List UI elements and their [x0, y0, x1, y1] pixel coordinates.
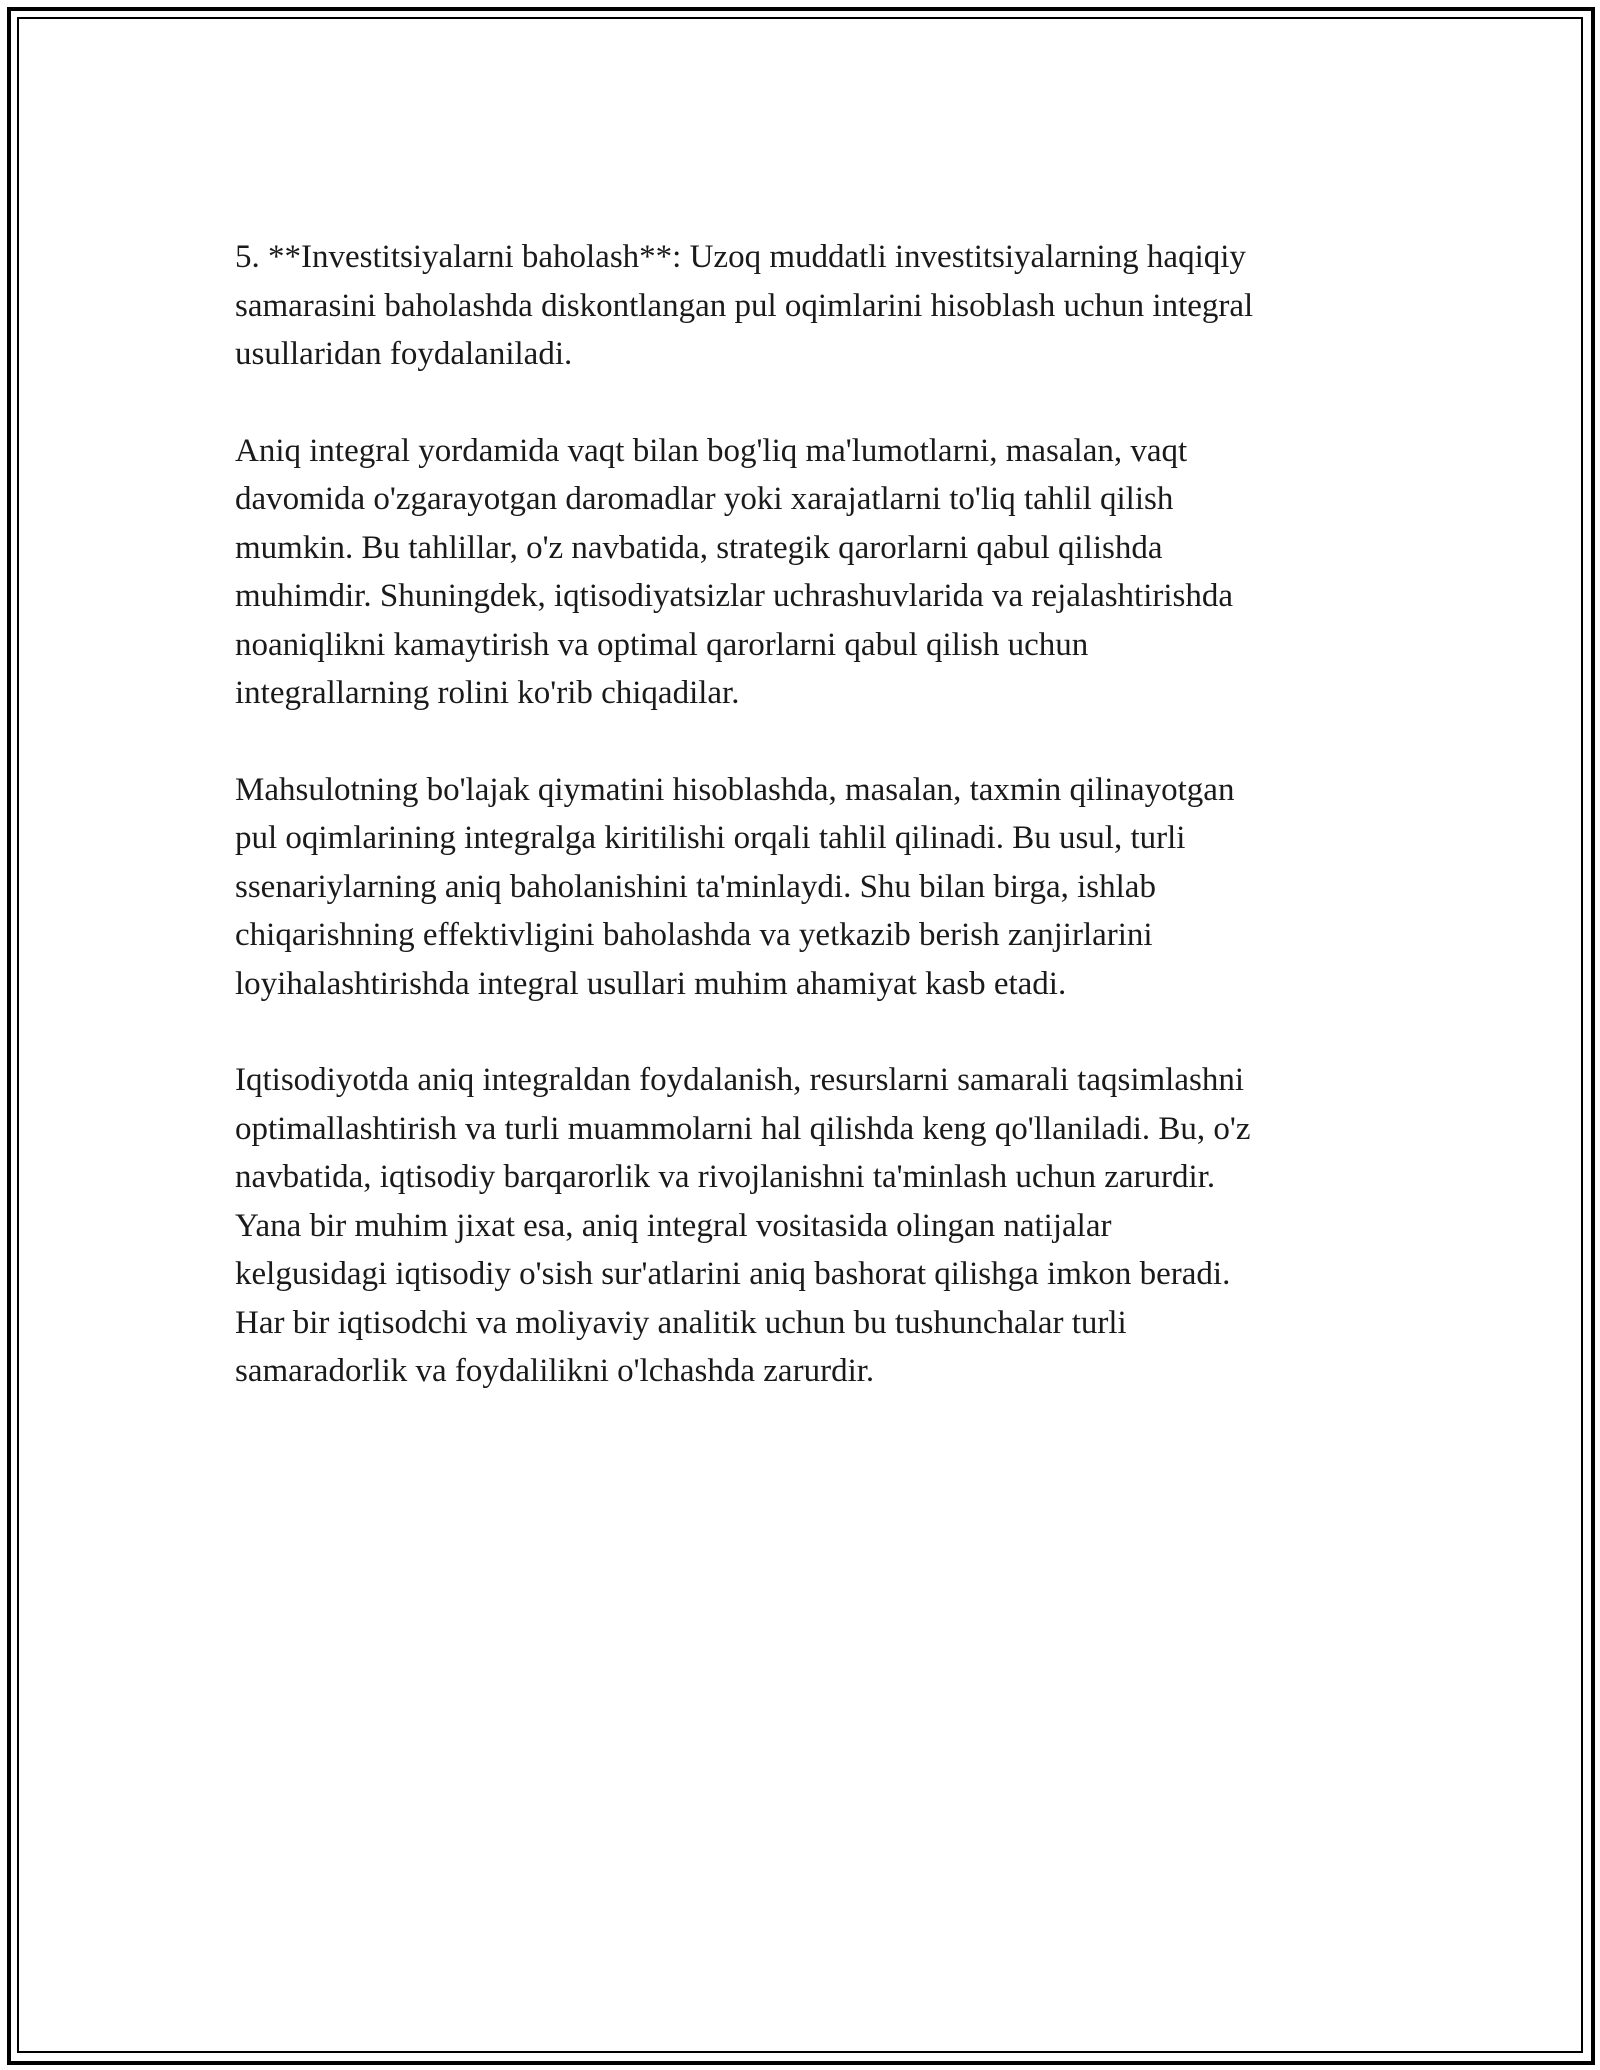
document-body: [235, 233, 1375, 1444]
paragraph-investment-valuation: 5. **Investitsiyalarni baholash**: Uzoq muddatli investitsiyalarning haqiqiy samarasini baholashda diskontlangan pul oqimlarini hisoblash uchun integral usullaridan foydalaniladi.: [235, 239, 1254, 372]
paragraph-economics-usage: Iqtisodiyotda aniq integraldan foydalanish, resurslarni samarali taqsimlashni optimallashtirish va turli muammolarni hal qilishda keng qo'llaniladi. Bu, o'z navbatida, iqtisodiy barqarorlik va rivojlanishni ta'minlash uchun zarurdir. Yana bir muhim jixat esa, aniq integral vositasida olingan natijalar kelgusidagi iqtisodiy o'sish sur'atlarini aniq bashorat qilishga imkon beradi. Har bir iqtisodchi va moliyaviy analitik uchun bu tushunchalar turli samaradorlik va foydalilikni o'lchashda zarurdir.: [235, 1062, 1251, 1389]
paragraph-future-value: Mahsulotning bo'lajak qiymatini hisoblashda, masalan, taxmin qilinayotgan pul oqimlarining integralga kiritilishi orqali tahlil qilinadi. Bu usul, turli ssenariylarning aniq baholanishini ta'minlaydi. Shu bilan birga, ishlab chiqarishning effektivligini baholashda va yetkazib berish zanjirlarini loyihalashtirishda integral usullari muhim ahamiyat kasb etadi.: [235, 771, 1235, 1002]
paragraph-definite-integral-analysis: Aniq integral yordamida vaqt bilan bog'liq ma'lumotlarni, masalan, vaqt davomida o'zgarayotgan daromadlar yoki xarajatlarni to'liq tahlil qilish mumkin. Bu tahlillar, o'z navbatida, strategik qarorlarni qabul qilishda muhimdir. Shuningdek, iqtisodiyatsizlar uchrashuvlarida va rejalashtirishda noaniqlikni kamaytirish va optimal qarorlarni qabul qilish uchun integrallarning rolini ko'rib chiqadilar.: [235, 432, 1234, 711]
